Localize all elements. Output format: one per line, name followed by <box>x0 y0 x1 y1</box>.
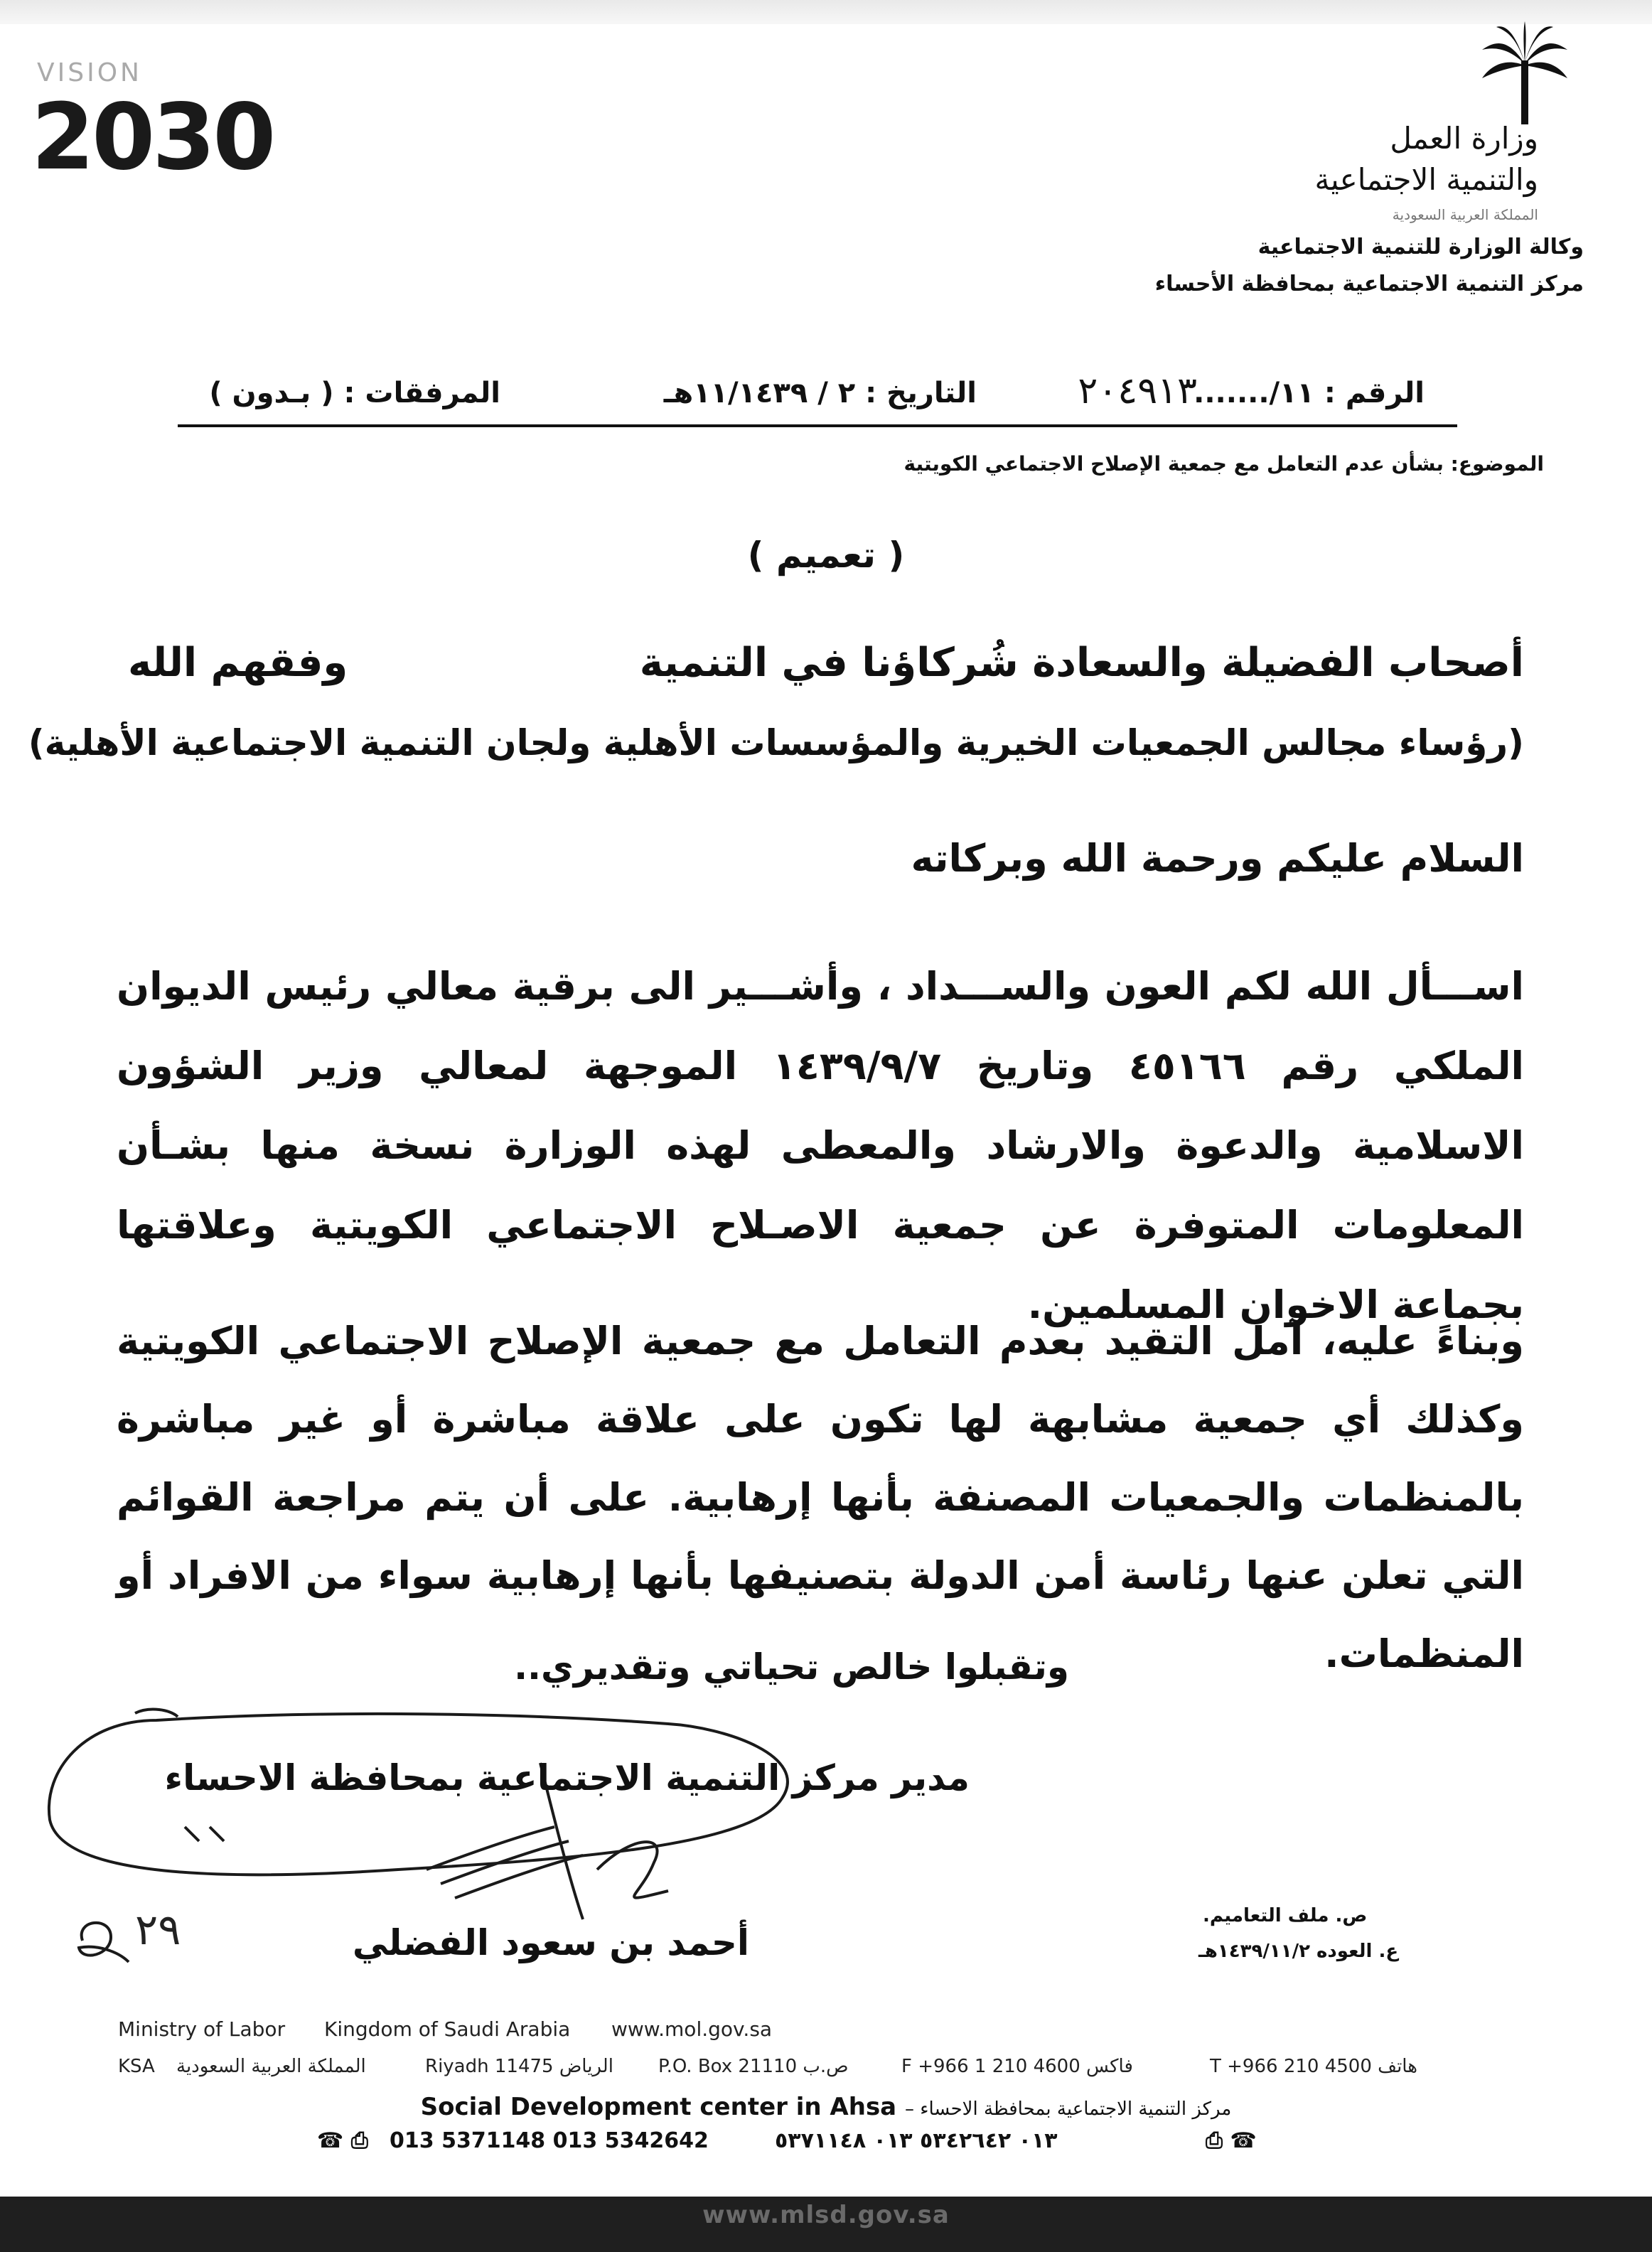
center-name: مركز التنمية الاجتماعية بمحافظة الأحساء <box>1154 272 1584 296</box>
reference-attachments: المرفقات : ( بـدون ) <box>209 377 500 409</box>
footer-website: www.mol.gov.sa <box>611 2017 773 2041</box>
bottom-band <box>0 2197 1652 2252</box>
footer-ksa-en: KSA <box>118 2056 155 2077</box>
signature-ink-drawing <box>28 1692 1095 1934</box>
handwritten-mark <box>68 1912 132 1969</box>
cc-line-1: ص. ملف التعاميم. <box>1203 1905 1368 1926</box>
bottom-url: www.mlsd.gov.sa <box>702 2201 950 2229</box>
footer-phone: T +966 210 4500 هاتف <box>1210 2056 1417 2077</box>
vision-small-text: VISION <box>37 58 142 87</box>
footer-phones-ar: ٠١٣ ٥٣٤٢٦٤٢ ٠١٣ ٥٣٧١١٤٨ <box>775 2128 1058 2153</box>
cc-line-2: ع. العوده ١٤٣٩/١١/٢هـ <box>1198 1941 1399 1962</box>
footer-city: Riyadh 11475 الرياض <box>425 2056 613 2077</box>
footer-fax: F +966 1 210 4600 فاكس <box>901 2056 1133 2077</box>
handwritten-note: ٢٩ <box>135 1905 181 1955</box>
ministry-kingdom: المملكة العربية السعودية <box>1392 206 1538 223</box>
signatory-name: أحمد بن سعود الفضلي <box>352 1922 749 1963</box>
closing-line: وتقبلوا خالص تحياتي وتقديري.. <box>514 1646 1069 1688</box>
greeting: السلام عليكم ورحمة الله وبركاته <box>911 836 1524 881</box>
reference-number-handwritten: ٢٠٤٩١٣ <box>1078 370 1197 412</box>
subject-line: الموضوع: بشأن عدم التعامل مع جمعية الإصلاح الاجتماعي الكويتية <box>903 452 1544 476</box>
salutation-closing: وفقهم الله <box>128 640 348 686</box>
vision-2030-logo: 2030 <box>31 85 274 191</box>
top-scan-band <box>0 0 1652 24</box>
footer-pobox: P.O. Box 21110 ص.ب <box>658 2056 849 2077</box>
footer-center-line <box>0 2093 1652 2121</box>
footer-ministry-en: Ministry of Labor <box>118 2017 286 2041</box>
footer-center-en: Social Development center in Ahsa <box>420 2093 897 2121</box>
reference-underline <box>178 424 1457 428</box>
reference-number-label: الرقم : ١١/....... <box>1194 377 1425 409</box>
agency-name: وكالة الوزارة للتنمية الاجتماعية <box>1257 235 1584 259</box>
reference-date: التاريخ : ٢ / ١١/١٤٣٩هـ <box>663 377 977 409</box>
ministry-name-line2: والتنمية الاجتماعية <box>1314 162 1538 197</box>
ministry-name-line1: وزارة العمل <box>1390 121 1538 156</box>
footer-phones-en: 013 5371148 013 5342642 <box>390 2128 709 2153</box>
footer-contact-icons-right: ⎙ ☎ <box>1206 2128 1257 2153</box>
footer-contact-icons-left: ☎ ⎙ <box>317 2128 368 2153</box>
footer-kingdom-en: Kingdom of Saudi Arabia <box>324 2017 571 2041</box>
paragraph-2: وبناءً عليه، آمل التقيد بعدم التعامل مع جمعية الإصلاح الاجتماعي الكويتية وكذلك أي جمعية مشابهة لها تكون على علاقة مباشرة أو غير مباشرة بالمنظمات والجمعيات المصنفة بأنها إرهابية. على أن يتم مراجعة القوائم التي تعلن عنها رئاسة أمن الدولة بتصنيفها بأنها إرهابية سواء من الافراد أو المنظمات. <box>117 1319 1524 1676</box>
signatory-title: مدير مركز التنمية الاجتماعية بمحافظة الاحساء <box>164 1757 970 1798</box>
footer-ksa-ar: المملكة العربية السعودية <box>176 2056 366 2077</box>
salutation: أصحاب الفضيلة والسعادة شُركاؤنا في التنمية <box>639 640 1524 686</box>
recipients: (رؤساء مجالس الجمعيات الخيرية والمؤسسات الأهلية ولجان التنمية الاجتماعية الأهلية) <box>28 722 1524 763</box>
footer-center-ar: مركز التنمية الاجتماعية بمحافظة الاحساء – <box>904 2098 1232 2120</box>
circular-title: ( تعميم ) <box>747 535 905 576</box>
palm-emblem-icon <box>1479 21 1571 128</box>
paragraph-1: اســـأل الله لكم العون والســـداد ، وأشـــير الى برقية معالي رئيس الديوان الملكي رقم ٤٥١٦٦ وتاريخ ١٤٣٩/٩/٧ الموجهة لمعالي وزير الشؤون الاسلامية والدعوة والارشاد والمعطى لهذه الوزارة نسخة منها بشـأن المعلومات المتوفرة عن جمعية الاصـلاح الاجتماعي الكويتية وعلاقتها بجماعة الاخوان المسلمين. <box>117 964 1524 1327</box>
